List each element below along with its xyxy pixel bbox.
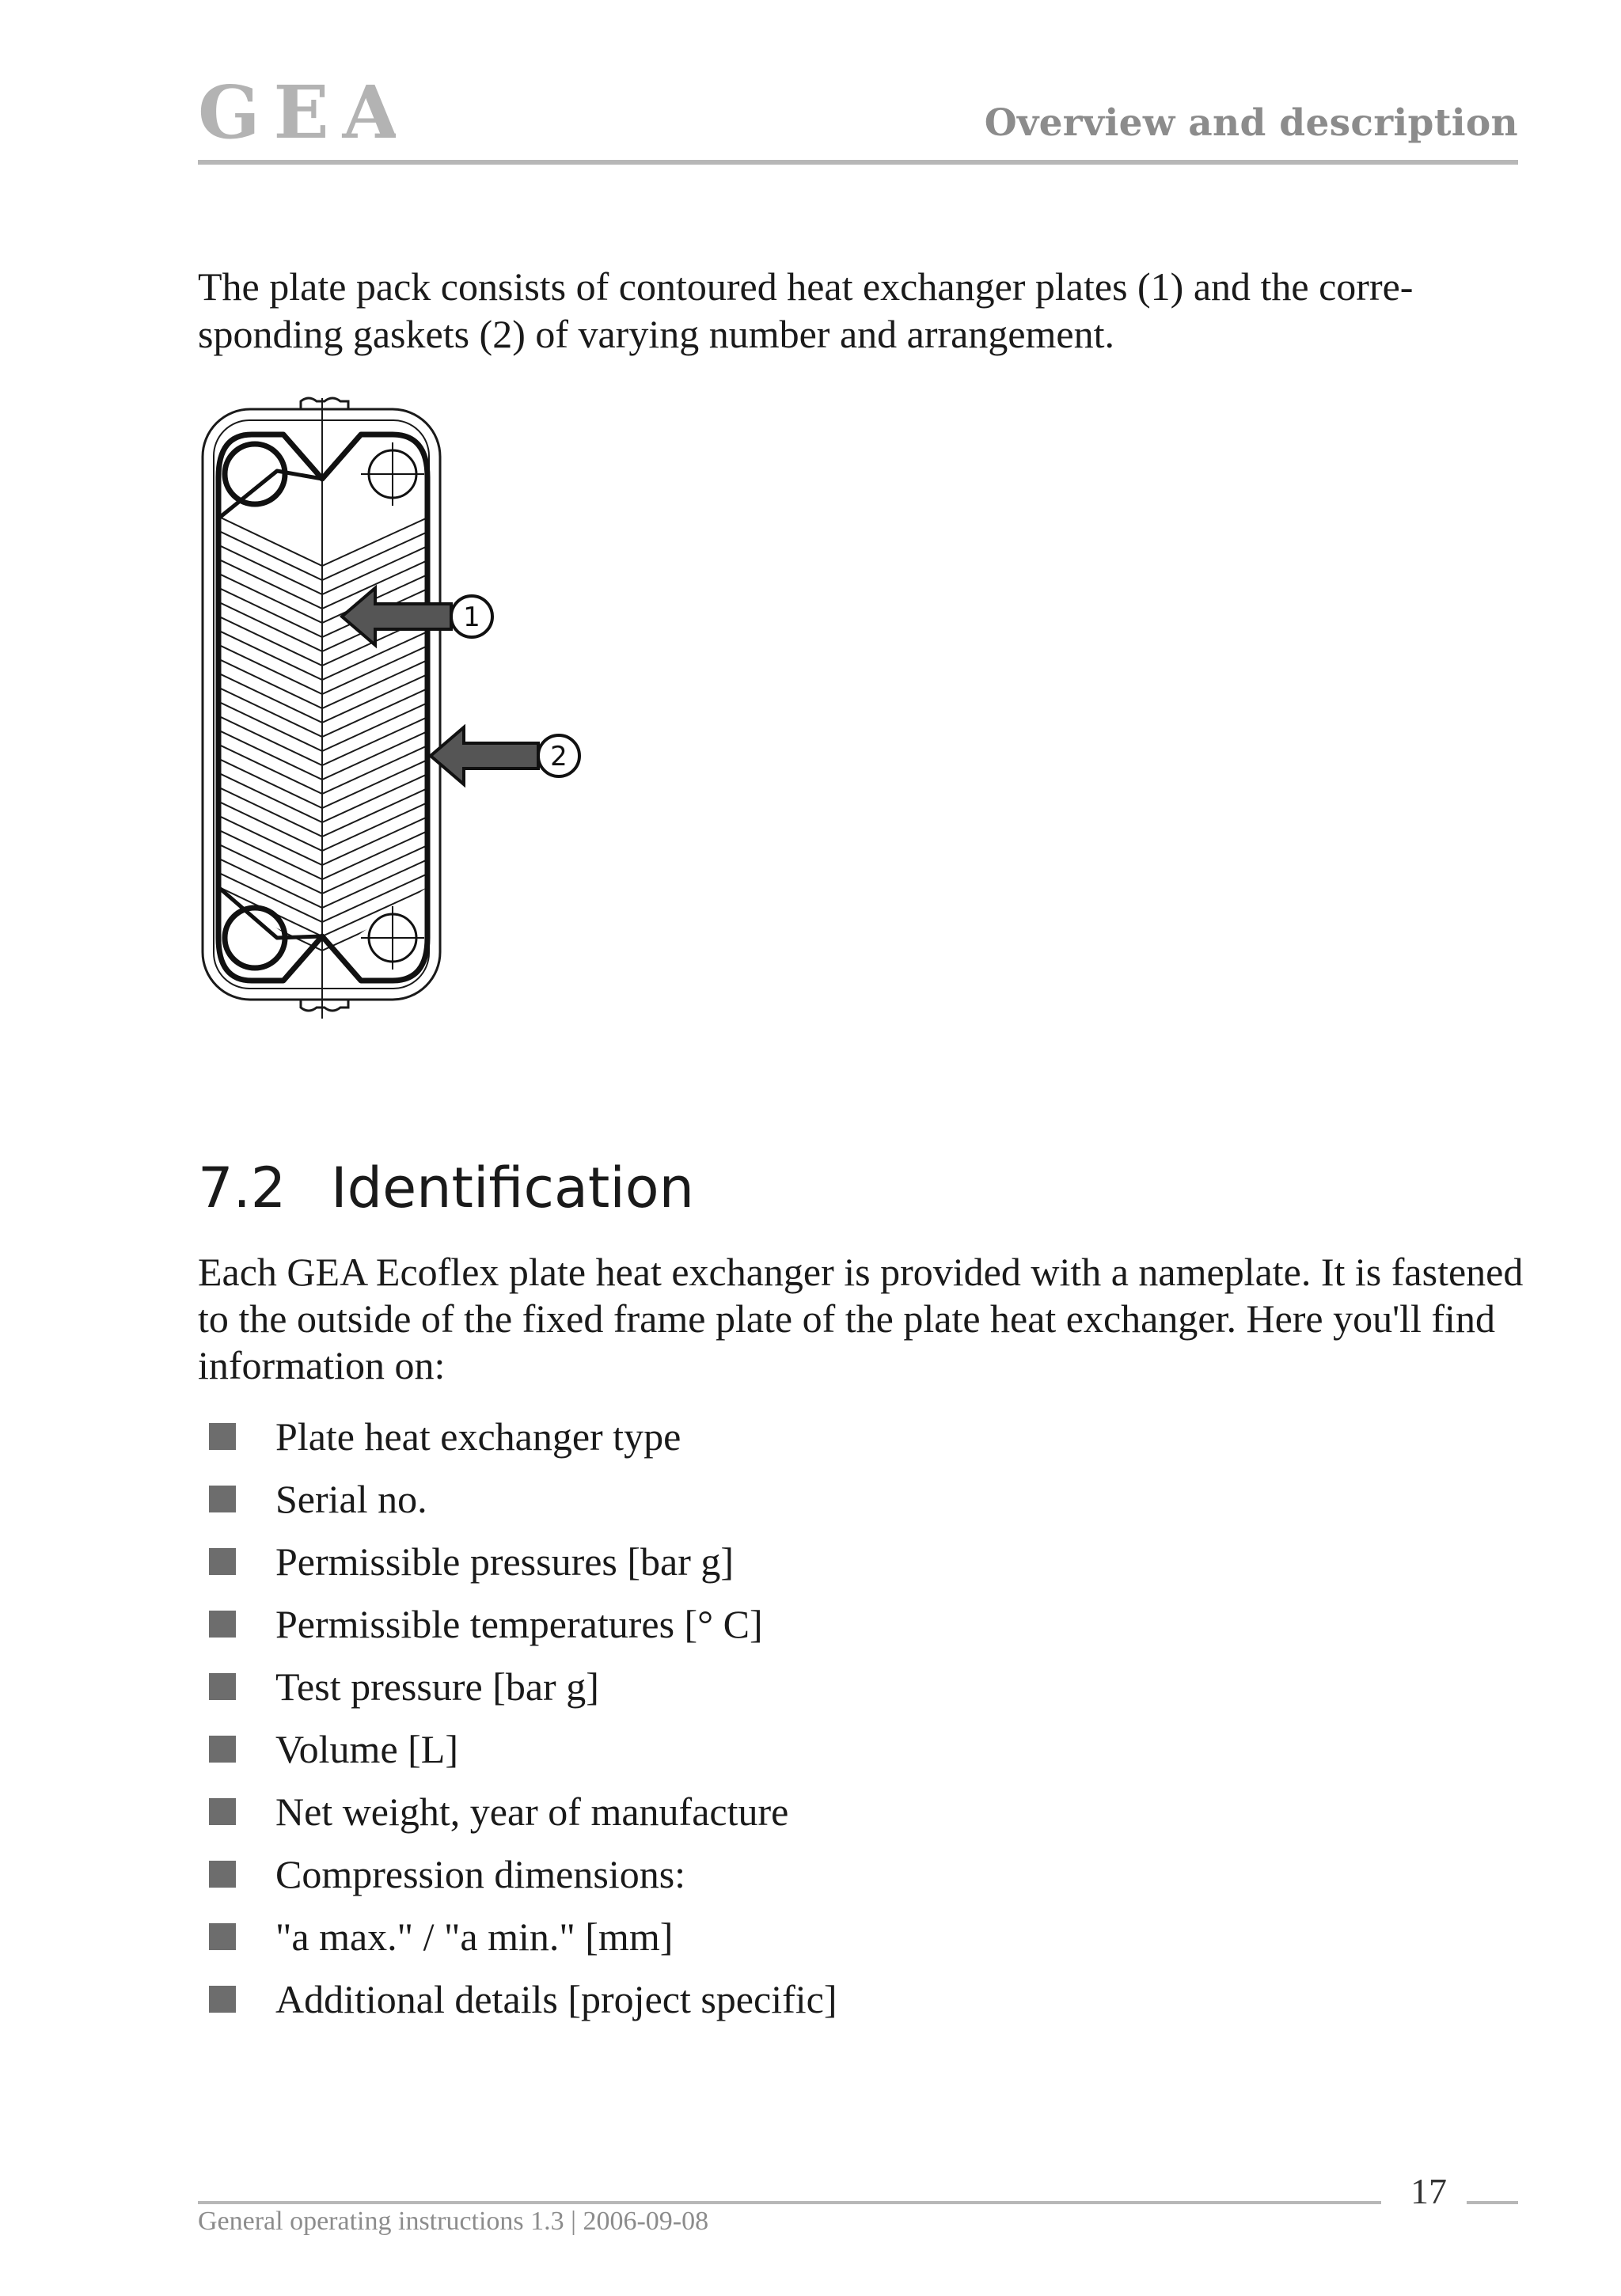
bullet-square-icon — [209, 1861, 236, 1888]
svg-text:GEA: GEA — [198, 76, 394, 147]
bullet-square-icon — [209, 1986, 236, 2013]
bullet-square-icon — [209, 1548, 236, 1575]
bullet-square-icon — [209, 1798, 236, 1825]
list-item: Net weight, year of manufacture — [198, 1780, 837, 1842]
list-item: Serial no. — [198, 1467, 837, 1530]
gea-logo — [198, 76, 396, 147]
list-item: Plate heat exchanger type — [198, 1405, 837, 1467]
bullet-square-icon — [209, 1611, 236, 1638]
list-item: Permissible temperatures [° C] — [198, 1592, 837, 1655]
callout-label-1: 1 — [463, 602, 480, 633]
footer-rule — [198, 2201, 1381, 2204]
plate-pack-illustration — [190, 392, 602, 1025]
section-title: Identification — [331, 1156, 694, 1220]
bullet-square-icon — [209, 1486, 236, 1512]
callout-label-2: 2 — [550, 741, 568, 772]
list-item: Test pressure [bar g] — [198, 1655, 837, 1717]
bottom-hanger — [301, 1000, 348, 1011]
list-item: Volume [L] — [198, 1717, 837, 1780]
list-item: Additional details [project specific] — [198, 1968, 837, 2030]
callout-arrow-2 — [431, 727, 579, 784]
top-hanger — [301, 398, 348, 409]
list-item: Compression dimensions: — [198, 1842, 837, 1905]
section-body: Each GEA Ecoflex plate heat exchanger is provided with a nameplate. It is fastened to the outside of the fixed frame plate of the plate heat exchanger. Here you'll find information on: — [198, 1250, 1524, 1387]
running-header-title: Overview and description — [984, 101, 1518, 145]
page-number: 17 — [1410, 2171, 1447, 2211]
header-rule — [198, 160, 1518, 165]
list-item: Permissible pressures [bar g] — [198, 1530, 837, 1592]
nameplate-info-list — [198, 1405, 837, 2030]
list-item: "a max." / "a min." [mm] — [198, 1905, 837, 1968]
bullet-square-icon — [209, 1736, 236, 1763]
intro-paragraph: The plate pack consists of contoured heat exchanger plates (1) and the corre- sponding gaskets (2) of varying number and arrangement. — [198, 264, 1414, 356]
section-number: 7.2 — [198, 1156, 287, 1220]
footer-document-info: General operating instructions 1.3 | 2006-09-08 — [198, 2207, 709, 2236]
bullet-square-icon — [209, 1673, 236, 1700]
section-heading — [198, 1152, 694, 1224]
footer-rule-right — [1467, 2201, 1518, 2204]
bullet-square-icon — [209, 1923, 236, 1950]
bullet-square-icon — [209, 1423, 236, 1450]
